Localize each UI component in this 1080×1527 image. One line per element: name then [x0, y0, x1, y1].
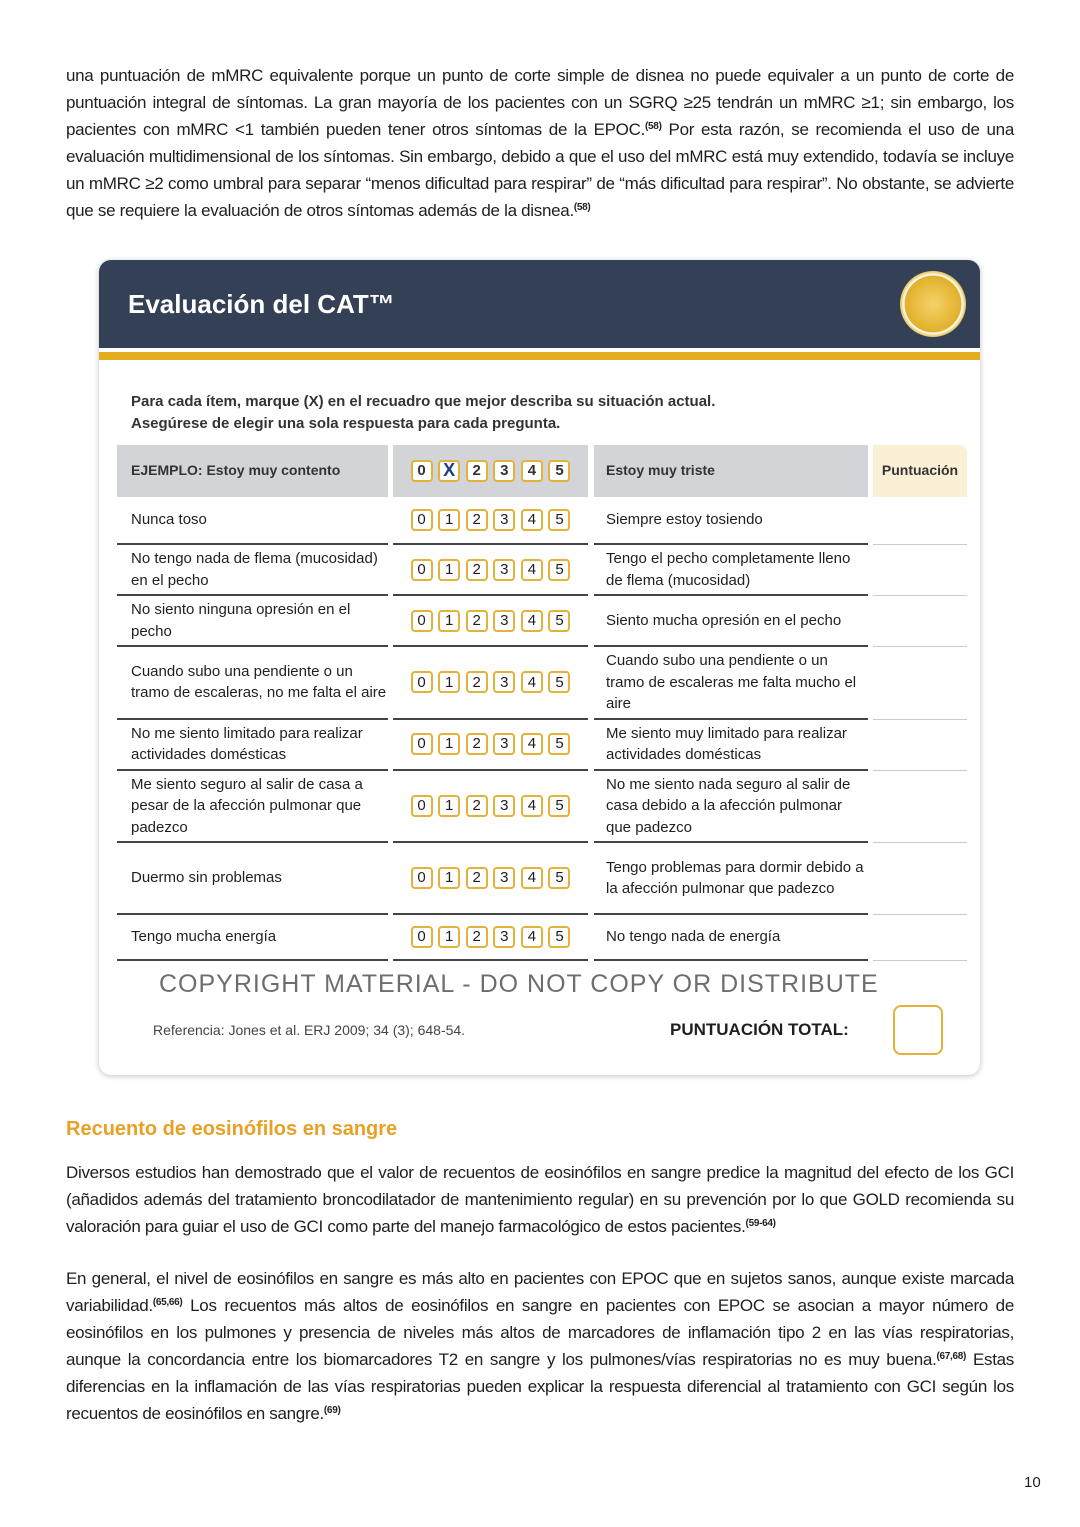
score-box[interactable]: 4 [521, 733, 543, 755]
divider [99, 352, 980, 360]
item-left: Nunca toso [117, 497, 388, 545]
example-right: Estoy muy triste [594, 445, 868, 497]
score-box[interactable]: 4 [521, 926, 543, 948]
example-left: EJEMPLO: Estoy muy contento [117, 445, 388, 497]
example-row [117, 445, 967, 497]
cat-assessment-card [99, 260, 980, 1075]
item-scale [393, 843, 588, 915]
watermark: COPYRIGHT MATERIAL - DO NOT COPY OR DISTRIBUTE [159, 970, 879, 998]
score-box[interactable]: 2 [466, 559, 488, 581]
score-box[interactable]: 5 [548, 867, 570, 889]
score-box[interactable]: 0 [411, 671, 433, 693]
score-box: 3 [493, 460, 515, 482]
score-box[interactable]: 2 [466, 926, 488, 948]
score-box[interactable]: 0 [411, 926, 433, 948]
item-scale [393, 720, 588, 771]
text: Diversos estudios han demostrado que el valor de recuentos de eosinófilos en sangre predice la magnitud del efecto de los GCI (añadidos además del tratamiento broncodilatador de mantenimiento regular) en su prevención por lo que GOLD recomienda su valoración para guiar el uso de GCI como parte del manejo farmacológico de estos pacientes. [66, 1163, 1014, 1236]
score-box: 4 [521, 460, 543, 482]
text: En general, el nivel de eosinófilos en sangre es más alto en pacientes con EPOC que en sujetos sanos, aunque existe marcada variabilidad. [66, 1269, 1014, 1315]
score-box[interactable]: 2 [466, 610, 488, 632]
score-box: 2 [466, 460, 488, 482]
instruction-line: Para cada ítem, marque (X) en el recuadro que mejor describa su situación actual. [131, 393, 716, 410]
score-box[interactable]: 4 [521, 867, 543, 889]
item-left: Duermo sin problemas [117, 843, 388, 915]
score-box[interactable]: 0 [411, 795, 433, 817]
item-scale [393, 545, 588, 596]
text: una puntuación de mMRC equivalente porque un punto de corte simple de disnea no puede equivaler a un punto de corte de puntuación integral de síntomas. La gran mayoría de los pacientes con un SGRQ ≥25 tendrán un mMRC ≥1; sin embargo, los pacientes con mMRC <1 también pueden tener otros síntomas de la EPOC. [66, 66, 1014, 139]
item-right: Siento mucha opresión en el pecho [594, 596, 868, 647]
score-box[interactable]: 3 [493, 733, 515, 755]
item-right: Cuando subo una pendiente o un tramo de escaleras me falta mucho el aire [594, 647, 868, 720]
score-box[interactable]: 0 [411, 867, 433, 889]
instruction-line: Asegúrese de elegir una sola respuesta para cada pregunta. [131, 415, 561, 432]
score-box[interactable]: 1 [438, 733, 460, 755]
cat-item-row [117, 720, 967, 771]
score-box[interactable]: 5 [548, 733, 570, 755]
score-box[interactable]: 3 [493, 671, 515, 693]
item-left: No me siento limitado para realizar actividades domésticas [117, 720, 388, 771]
score-box[interactable]: 2 [466, 867, 488, 889]
score-box-marked: X [438, 460, 460, 482]
cat-item-row [117, 647, 967, 720]
score-box[interactable]: 2 [466, 671, 488, 693]
score-box[interactable]: 4 [521, 795, 543, 817]
card-header [99, 260, 980, 348]
score-box[interactable]: 5 [548, 610, 570, 632]
item-score[interactable] [873, 497, 967, 545]
score-box[interactable]: 5 [548, 795, 570, 817]
score-box[interactable]: 1 [438, 795, 460, 817]
score-box[interactable]: 1 [438, 610, 460, 632]
citation: (59-64) [745, 1218, 776, 1229]
citation: (58) [573, 202, 591, 213]
score-box[interactable]: 3 [493, 610, 515, 632]
score-box[interactable]: 3 [493, 795, 515, 817]
citation: (65,66) [152, 1297, 183, 1308]
score-box[interactable]: 2 [466, 509, 488, 531]
score-box[interactable]: 1 [438, 671, 460, 693]
gold-logo-icon [900, 271, 966, 337]
item-scale [393, 771, 588, 844]
item-score[interactable] [873, 843, 967, 915]
cat-item-row [117, 545, 967, 596]
item-score[interactable] [873, 771, 967, 844]
total-score-box[interactable] [893, 1005, 943, 1055]
score-box[interactable]: 0 [411, 509, 433, 531]
item-left: Me siento seguro al salir de casa a pesar de la afección pulmonar que padezco [117, 771, 388, 844]
item-right: No tengo nada de energía [594, 915, 868, 961]
item-right: Me siento muy limitado para realizar actividades domésticas [594, 720, 868, 771]
item-left: Tengo mucha energía [117, 915, 388, 961]
score-box[interactable]: 3 [493, 509, 515, 531]
text: Por esta razón, se recomienda el uso de una evaluación multidimensional de los síntomas. Sin embargo, debido a que el uso del mMRC está muy extendido, todavía se incluye un mMRC ≥2 como umbral para separar “menos dificultad para respirar” de “más dificultad para respirar”. No obstante, se advierte que se requiere la evaluación de otros síntomas además de la disnea. [66, 120, 1014, 220]
score-box[interactable]: 0 [411, 610, 433, 632]
reference: Referencia: Jones et al. ERJ 2009; 34 (3); 648-54. [153, 1022, 466, 1038]
score-header: Puntuación [873, 445, 967, 497]
score-box[interactable]: 2 [466, 795, 488, 817]
page-number: 10 [1024, 1474, 1041, 1491]
score-box[interactable]: 4 [521, 610, 543, 632]
text: Los recuentos más altos de eosinófilos en sangre en pacientes con EPOC se asocian a mayor número de eosinófilos en los pulmones y presencia de niveles más altos de marcadores de inflamación tipo 2 en las vías respiratorias, aunque la concordancia entre los biomarcadores T2 en sangre y los pulmones/vías respiratorias no es muy buena. [66, 1296, 1014, 1369]
item-right: Siempre estoy tosiendo [594, 497, 868, 545]
cat-item-row [117, 915, 967, 961]
cat-item-row [117, 596, 967, 647]
card-footer [99, 1003, 980, 1057]
score-box[interactable]: 4 [521, 559, 543, 581]
item-score[interactable] [873, 720, 967, 771]
score-box[interactable]: 1 [438, 926, 460, 948]
paragraph-eosinophils-2 [66, 1265, 1014, 1427]
total-label: PUNTUACIÓN TOTAL: [670, 1020, 849, 1039]
item-scale [393, 497, 588, 545]
text: Estas diferencias en la inflamación de las vías respiratorias pueden explicar la respuesta diferencial al tratamiento con GCI según los recuentos de eosinófilos en sangre. [66, 1350, 1014, 1423]
score-box[interactable]: 3 [493, 926, 515, 948]
score-box[interactable]: 5 [548, 926, 570, 948]
score-box[interactable]: 1 [438, 867, 460, 889]
instructions [131, 391, 980, 435]
score-box[interactable]: 2 [466, 733, 488, 755]
card-title: Evaluación del CAT™ [128, 288, 395, 319]
score-box[interactable]: 4 [521, 509, 543, 531]
score-box: 0 [411, 460, 433, 482]
item-right: Tengo el pecho completamente lleno de flema (mucosidad) [594, 545, 868, 596]
item-score[interactable] [873, 915, 967, 961]
section-heading: Recuento de eosinófilos en sangre [66, 1118, 398, 1140]
paragraph-mmrc [66, 62, 1014, 224]
score-box[interactable]: 4 [521, 671, 543, 693]
score-box[interactable]: 3 [493, 559, 515, 581]
cat-item-row [117, 843, 967, 915]
item-score[interactable] [873, 545, 967, 596]
item-scale [393, 915, 588, 961]
score-box[interactable]: 3 [493, 867, 515, 889]
item-right: No me siento nada seguro al salir de casa debido a la afección pulmonar que padezco [594, 771, 868, 844]
score-box[interactable]: 1 [438, 509, 460, 531]
score-box[interactable]: 1 [438, 559, 460, 581]
cat-item-row [117, 497, 967, 545]
cat-item-row [117, 771, 967, 844]
cat-table [117, 445, 967, 961]
score-box: 5 [548, 460, 570, 482]
item-left: No siento ninguna opresión en el pecho [117, 596, 388, 647]
citation: (58) [645, 121, 662, 132]
item-score[interactable] [873, 596, 967, 647]
citation: (69) [323, 1405, 341, 1416]
item-scale [393, 596, 588, 647]
item-left: No tengo nada de flema (mucosidad) en el pecho [117, 545, 388, 596]
score-box[interactable]: 5 [548, 559, 570, 581]
score-box[interactable]: 5 [548, 671, 570, 693]
item-right: Tengo problemas para dormir debido a la afección pulmonar que padezco [594, 843, 868, 915]
item-scale [393, 647, 588, 720]
example-scale [393, 445, 588, 497]
item-score[interactable] [873, 647, 967, 720]
score-box[interactable]: 0 [411, 733, 433, 755]
paragraph-eosinophils-1 [66, 1159, 1014, 1240]
item-left: Cuando subo una pendiente o un tramo de escaleras, no me falta el aire [117, 647, 388, 720]
citation: (67,68) [936, 1351, 967, 1362]
score-box[interactable]: 0 [411, 559, 433, 581]
score-box[interactable]: 5 [548, 509, 570, 531]
